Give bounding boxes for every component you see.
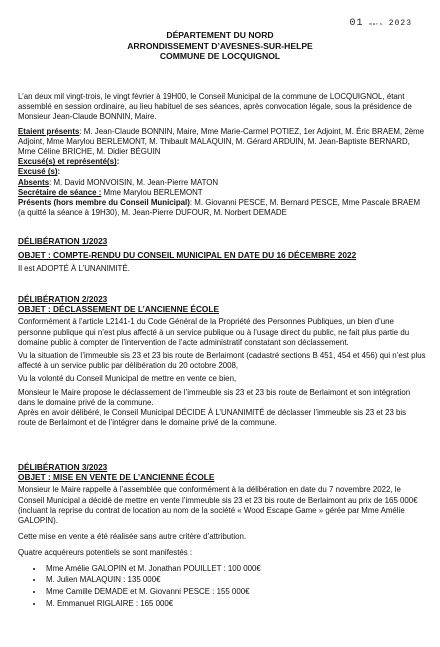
stamp-year: 2023 bbox=[388, 19, 412, 28]
offers-list bbox=[18, 564, 426, 610]
intro-paragraph: L’an deux mil vingt-trois, le vingt février à 19H00, le Conseil Municipal de la commune de LOCQUIGNOL, étant assemblé en session ordinaire, au lieu habituel de ses séances, après convocation légale, sous la présidence de Monsieur Jean-Claude BONNIN, Maire. bbox=[18, 92, 412, 122]
excuses-text: : bbox=[57, 167, 61, 177]
stamp-month: mars bbox=[369, 23, 383, 27]
excuses-represented-line bbox=[18, 157, 426, 167]
header-commune: COMMUNE DE LOCQUIGNOL bbox=[159, 51, 281, 61]
header-arrondissement: ARRONDISSEMENT D’AVESNES-SUR-HELPE bbox=[127, 40, 313, 51]
deliberation-1-decision: Il est ADOPTÉ À L’UNANIMITÉ. bbox=[18, 264, 130, 274]
deliberation-3-p3: Quatre acquéreurs potentiels se sont manifestés : bbox=[18, 548, 193, 558]
deliberation-2-p1: Conformément à l’article L2141-1 du Code Général de la Propriété des Personnes Publiques, un bien d’une personne publique qui n’est plus affecté à un service publique ou à l’usage direct du public, ne fait plus partie du domaine public à compter de l’intervention de l’acte administratif constatant son déclassement. bbox=[18, 317, 410, 347]
absents-line bbox=[18, 178, 426, 188]
others-text: : M. Giovanni PESCE, M. Bernard PESCE, Mme Pascale BRAEM (a quitté la séance à 19H30), M. Jean-Pierre DUFOUR, M. Norbert DEMADE bbox=[18, 198, 421, 218]
deliberation-3-objet: OBJET : MISE EN VENTE DE L’ANCIENNE ÉCOLE bbox=[18, 472, 215, 483]
excuses-represented-text: : bbox=[116, 157, 120, 167]
presents-line bbox=[18, 127, 426, 158]
deliberation-2-p5: Après en avoir délibéré, le Conseil Municipal DÉCIDE À L’UNANIMITÉ de déclasser l’immeuble sis 23 et 23 bis route de Berlaimont et de l’intégrer dans le domaine privé de la commune. bbox=[18, 408, 407, 428]
deliberation-3-p1: Monsieur le Maire rappelle à l’assemblée que conformément à la délibération en date du 7 novembre 2022, le Conseil Municipal a décidé de mettre en vente l’immeuble sis 23 et 23 bis route de Berlaimont au prix de 165 000€ (incluant la reprise du contrat de location au nom de la société « Wood Escape Game » gérée par Mme Amélie GALOPIN). bbox=[18, 485, 418, 526]
others-line bbox=[18, 198, 426, 218]
deliberation-2-objet: OBJET : DÉCLASSEMENT DE L’ANCIENNE ÉCOLE bbox=[18, 304, 219, 315]
deliberation-2-p3: Vu la volonté du Conseil Municipal de mettre en vente ce bien, bbox=[18, 374, 237, 384]
list-item: • Mme Camille DEMADE et M. Giovanni PESCE : 155 000€ bbox=[44, 587, 426, 597]
list-item: • M. Emmanuel RIGLAIRE : 165 000€ bbox=[44, 599, 426, 609]
excuses-line bbox=[18, 167, 426, 177]
presents-text: : M. Jean-Claude BONNIN, Maire, Mme Marie-Carmel POTIEZ, 1er Adjoint, M. Éric BRAEM, 2ème Adjoint, Mme Marylou BERLEMONT, M. Thibault MALAQUIN, M. Gérard ARDUIN, M. Jean-Baptiste BERNARD, Mme Céline BRICHE, M. Didier BÉGUIN bbox=[18, 126, 425, 157]
deliberation-3-p2: Cette mise en vente a été réalisée sans autre critère d’attribution. bbox=[18, 532, 247, 542]
deliberation-2 bbox=[18, 294, 426, 428]
excuses-represented-label: Excusé(s) et représenté(s) bbox=[18, 157, 117, 167]
deliberation-2-p2: Vu la situation de l’immeuble sis 23 et 23 bis route de Berlaimont (cadastré sections B 451, 454 et 456) qui n’est plus affecté à un service public par délibération du 20 octobre 2008, bbox=[18, 351, 426, 371]
list-item: • Mme Amélie GALOPIN et M. Jonathan POUILLET : 100 000€ bbox=[44, 564, 426, 574]
deliberation-2-title: DÉLIBÉRATION 2/2023 bbox=[18, 294, 108, 304]
stamp-number: 01 bbox=[349, 18, 364, 29]
list-item: • M. Julien MALAQUIN : 135 000€ bbox=[44, 575, 426, 585]
attendance-block bbox=[18, 92, 426, 218]
others-label: Présents (hors membre du Conseil Municipal) bbox=[18, 198, 190, 208]
excuses-label: Excusé (s) bbox=[18, 167, 58, 177]
deliberation-1-objet: OBJET : COMPTE-RENDU DU CONSEIL MUNICIPAL EN DATE DU 16 DÉCEMBRE 2022 bbox=[18, 250, 357, 261]
secretary-line bbox=[18, 188, 426, 198]
deliberation-2-p4: Monsieur le Maire propose le déclassement de l’immeuble sis 23 et 23 bis route de Berlaimont et son intégration dans le domaine privé de la commune. bbox=[18, 387, 411, 407]
absents-text: : M. David MONVOISIN, M. Jean-Pierre MATON bbox=[49, 177, 219, 187]
secretary-text: Mme Marylou BERLEMONT bbox=[101, 187, 203, 197]
deliberation-1 bbox=[18, 236, 426, 275]
absents-label: Absents bbox=[18, 177, 50, 187]
page-stamp bbox=[350, 18, 412, 29]
header-department: DÉPARTEMENT DU NORD bbox=[166, 30, 274, 40]
secretary-label: Secrétaire de séance : bbox=[18, 187, 102, 197]
document-header bbox=[0, 30, 440, 62]
deliberation-3-title: DÉLIBÉRATION 3/2023 bbox=[18, 462, 108, 472]
deliberation-3 bbox=[18, 462, 426, 611]
deliberation-1-title: DÉLIBÉRATION 1/2023 bbox=[18, 236, 108, 246]
presents-label: Etaient présents bbox=[18, 126, 80, 136]
